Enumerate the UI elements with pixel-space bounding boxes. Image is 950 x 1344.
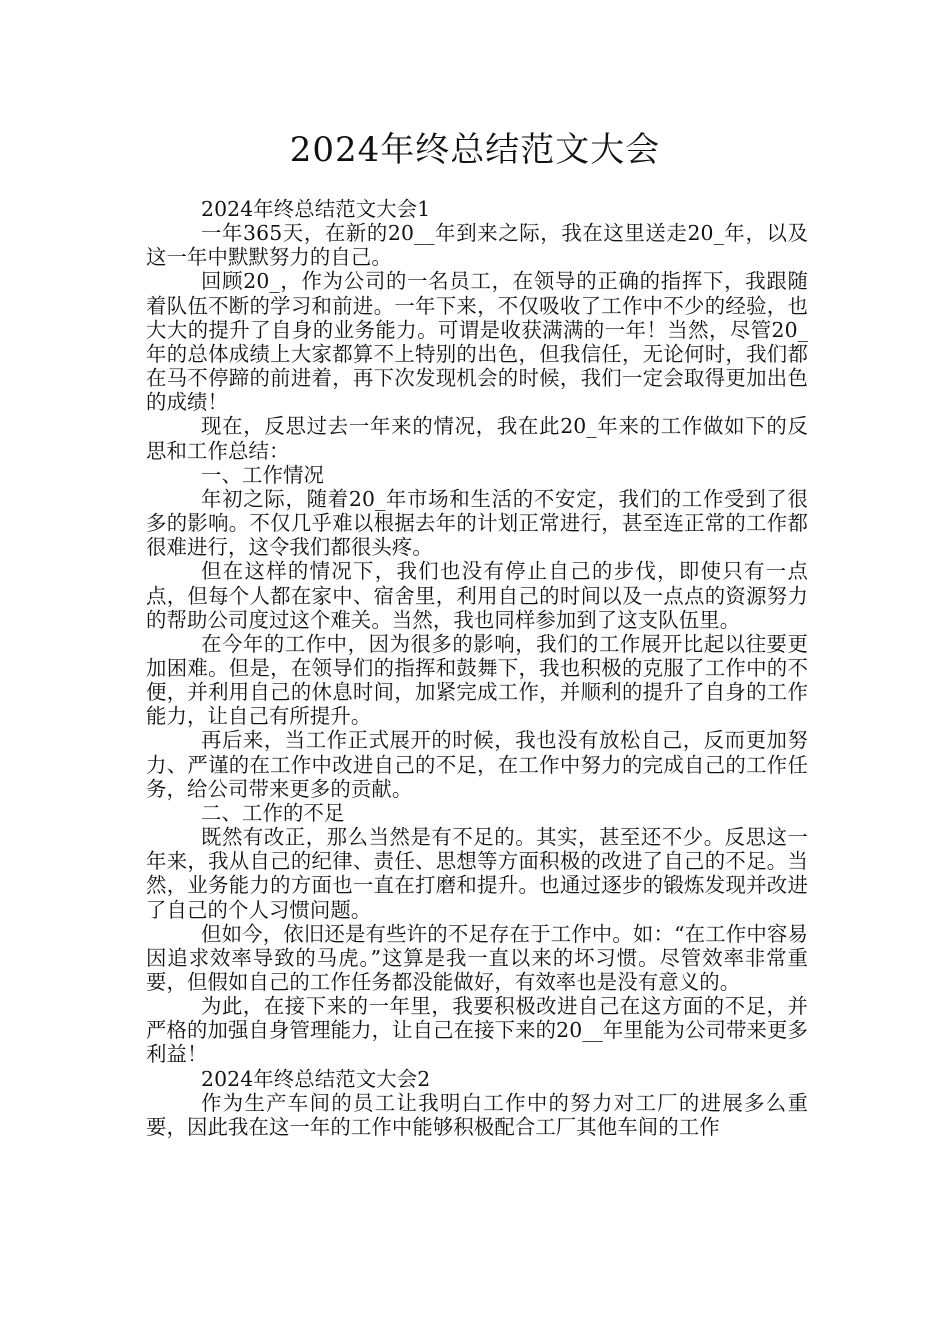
subheading-work-status: 一、工作情况 [201,462,324,487]
paragraph: 回顾20_，作为公司的一名员工，在领导的正确的指挥下，我跟随着队伍不断的学习和前进。一年下来，不仅吸收了工作中不少的经验，也大大的提升了自身的业务能力。可谓是收获满满的一年！当然，尽管20_年的总体成绩上大家都算不上特别的出色，但我信任，无论何时，我们都在马不停蹄的前进着，再下次发现机会的时候，我们一定会取得更加出色的成绩！ [146,269,808,415]
paragraph: 既然有改正，那么当然是有不足的。其实，甚至还不少。反思这一年来，我从自己的纪律、责任、思想等方面积极的改进了自己的不足。当然，业务能力的方面也一直在打磨和提升。也通过逐步的锻炼发现并改进了自己的个人习惯问题。 [146,825,808,922]
document-body [146,197,808,1139]
paragraph: 在今年的工作中，因为很多的影响，我们的工作展开比起以往要更加困难。但是，在领导们的指挥和鼓舞下，我也积极的克服了工作中的不便，并利用自己的休息时间，加紧完成工作，并顺利的提升了自身的工作能力，让自己有所提升。 [146,631,808,729]
paragraph: 但在这样的情况下，我们也没有停止自己的步伐，即使只有一点点，但每个人都在家中、宿舍里，利用自己的时间以及一点点的资源努力的帮助公司度过这个难关。当然，我也同样参加到了这支队伍里。 [146,559,808,632]
paragraph: 为此，在接下来的一年里，我要积极改进自己在这方面的不足，并严格的加强自身管理能力，让自己在接下来的20__年里能为公司带来更多利益！ [146,994,808,1067]
paragraph: 一年365天，在新的20__年到来之际，我在这里送走20_年，以及这一年中默默努力的自己。 [146,221,808,270]
paragraph: 但如今，依旧还是有些许的不足存在于工作中。如：“在工作中容易因追求效率导致的马虎。”这算是我一直以来的坏习惯。尽管效率非常重要，但假如自己的工作任务都没能做好，有效率也是没有意义的。 [146,921,808,994]
section-heading-1: 2024年终总结范文大会1 [201,197,431,221]
paragraph: 现在，反思过去一年来的情况，我在此20_年来的工作做如下的反思和工作总结： [146,414,808,463]
paragraph: 再后来，当工作正式展开的时候，我也没有放松自己，反而更加努力、严谨的在工作中改进自己的不足，在工作中努力的完成自己的工作任务，给公司带来更多的贡献。 [146,728,808,801]
document-title: 2024年终总结范文大会 [289,130,661,170]
section-heading-2: 2024年终总结范文大会2 [201,1066,431,1091]
paragraph: 作为生产车间的员工让我明白工作中的努力对工厂的进展多么重要，因此我在这一年的工作中能够积极配合工厂其他车间的工作 [146,1090,808,1139]
subheading-shortcomings: 二、工作的不足 [201,800,345,825]
paragraph: 年初之际，随着20_年市场和生活的不安定，我们的工作受到了很多的影响。不仅几乎难以根据去年的计划正常进行，甚至连正常的工作都很难进行，这令我们都很头疼。 [146,486,808,560]
